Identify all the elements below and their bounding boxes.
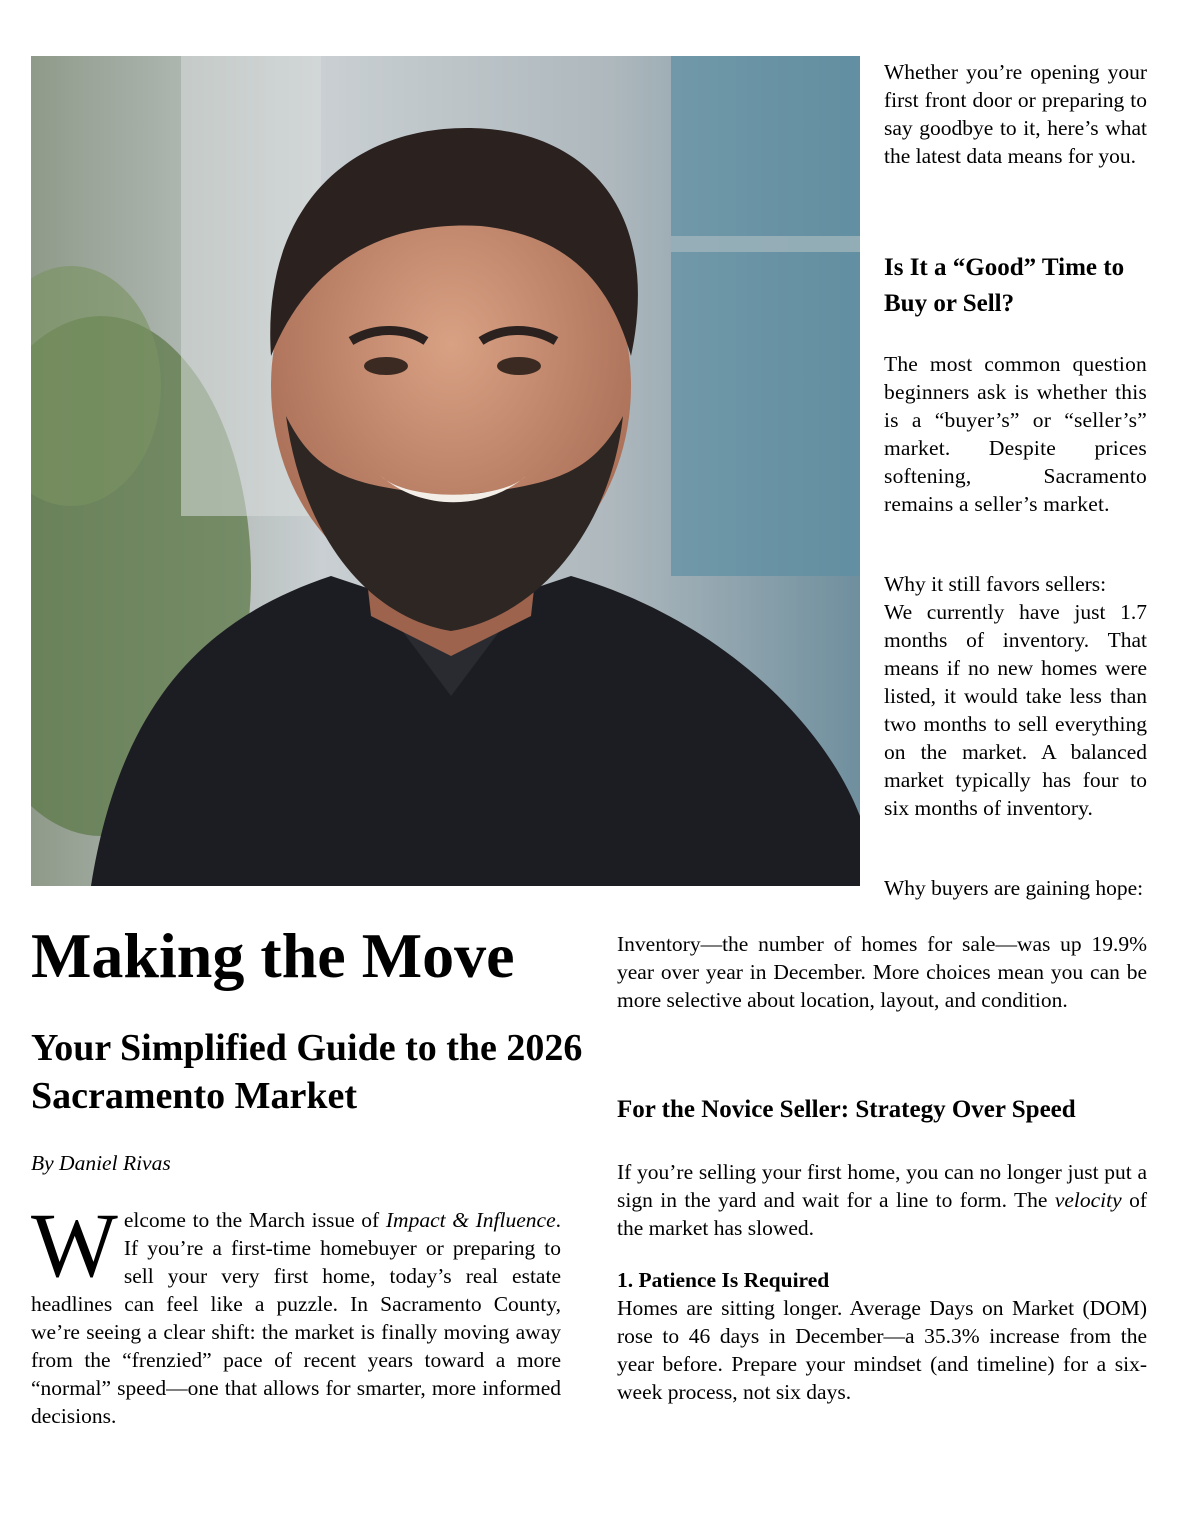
buyers-label: Why buyers are gaining hope:: [884, 876, 1144, 900]
patience-text: Homes are sitting longer. Average Days on Market (DOM) rose to 46 days in December—a 35.3% increase from the year before. Prepare your mindset (and timeline) for a six-week process, not six days.: [617, 1296, 1147, 1404]
intro-text-after: . If you’re a first-time homebuyer or preparing to sell your very first home, today’s real estate headlines can feel like a puzzle. In Sacramento County, we’re seeing a clear shift: the market is finally moving away from the “frenzied” pace of recent years toward a more “normal” speed—one that allows for smarter, more informed decisions.: [31, 1208, 561, 1428]
author-photo: [31, 56, 860, 886]
seller-text-before: If you’re selling your first home, you can no longer just put a sign in the yard and wait for a line to form. The: [617, 1160, 1147, 1212]
drop-cap: W: [31, 1194, 118, 1296]
page-title: Making the Move: [31, 920, 515, 991]
velocity-emphasis: velocity: [1054, 1188, 1122, 1212]
seller-text-after: of the market has slowed.: [617, 1188, 1147, 1240]
seller-intro-paragraph: [617, 1158, 1147, 1242]
opening-paragraph: Whether you’re opening your first front door or preparing to say goodbye to it, here’s what the latest data means for you.: [884, 60, 1147, 168]
intro-text-before: elcome to the March issue of: [123, 1208, 386, 1232]
patience-section: [617, 1266, 1147, 1406]
intro-paragraph: [31, 1194, 561, 1430]
magazine-name: Impact & Influence: [385, 1208, 556, 1232]
subtitle: Your Simplified Guide to the 2026 Sacramento Market: [31, 1027, 583, 1117]
question-paragraph: The most common question beginners ask is whether this is a “buyer’s” or “seller’s” market. Despite prices softening, Sacramento remains a seller’s market.: [884, 352, 1147, 516]
inventory-paragraph: Inventory—the number of homes for sale—was up 19.9% year over year in December. More choices mean you can be more selective about location, layout, and condition.: [617, 932, 1147, 1012]
author-portrait-illustration: [31, 56, 860, 886]
buy-or-sell-heading: Is It a “Good” Time to Buy or Sell?: [884, 254, 1125, 317]
patience-heading: 1. Patience Is Required: [617, 1268, 830, 1292]
byline: By Daniel Rivas: [31, 1151, 171, 1175]
sellers-text: We currently have just 1.7 months of inventory. That means if no new homes were listed, it would take less than two months to sell everything on the market. A balanced market typically has four to six months of inventory.: [884, 600, 1147, 820]
sellers-section: [884, 570, 1147, 822]
sellers-label: Why it still favors sellers:: [884, 572, 1107, 596]
novice-seller-heading: For the Novice Seller: Strategy Over Speed: [617, 1096, 1076, 1123]
